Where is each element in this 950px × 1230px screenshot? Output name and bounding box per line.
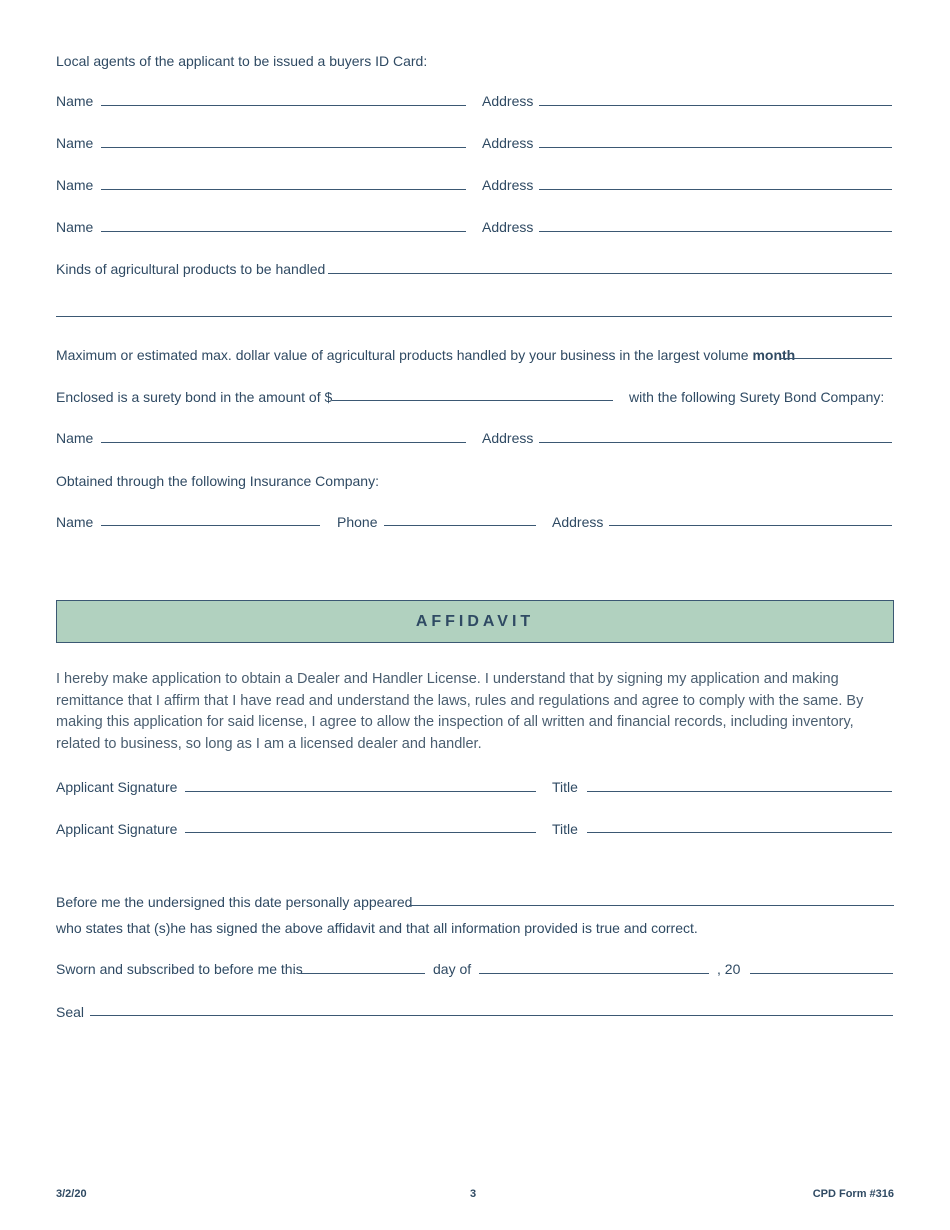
agent-name-label: Name bbox=[56, 219, 94, 235]
agents-heading: Local agents of the applicant to be issued a buyers ID Card: bbox=[56, 53, 428, 69]
agent-address-field-3[interactable] bbox=[539, 189, 892, 190]
surety-amount-label: Enclosed is a surety bond in the amount of $ bbox=[56, 389, 333, 405]
footer-form-number: CPD Form #316 bbox=[812, 1188, 894, 1200]
title-label: Title bbox=[552, 779, 578, 795]
agent-address-label: Address bbox=[482, 93, 534, 109]
surety-company-label: with the following Surety Bond Company: bbox=[629, 389, 885, 405]
appeared-field[interactable] bbox=[409, 905, 894, 906]
footer-date: 3/2/20 bbox=[56, 1188, 87, 1200]
affidavit-banner bbox=[56, 600, 894, 643]
footer-page-number: 3 bbox=[470, 1188, 477, 1200]
title-label: Title bbox=[552, 821, 578, 837]
title-field-1[interactable] bbox=[587, 791, 892, 792]
insurance-name-field[interactable] bbox=[101, 525, 320, 526]
agent-name-field-1[interactable] bbox=[101, 105, 466, 106]
max-value-month: month bbox=[752, 347, 796, 363]
seal-field[interactable] bbox=[90, 1015, 893, 1016]
agent-name-field-4[interactable] bbox=[101, 231, 466, 232]
sworn-day-field[interactable] bbox=[301, 973, 425, 974]
insurance-name-label: Name bbox=[56, 514, 94, 530]
seal-label: Seal bbox=[56, 1004, 85, 1020]
agent-address-field-1[interactable] bbox=[539, 105, 892, 106]
products-label: Kinds of agricultural products to be handled bbox=[56, 261, 326, 277]
insurance-phone-field[interactable] bbox=[384, 525, 536, 526]
day-of-label: day of bbox=[433, 961, 472, 977]
signature-label: Applicant Signature bbox=[56, 779, 178, 795]
agent-name-label: Name bbox=[56, 93, 94, 109]
agent-address-label: Address bbox=[482, 219, 534, 235]
insurance-heading: Obtained through the following Insurance Company: bbox=[56, 473, 379, 489]
affidavit-text: I hereby make application to obtain a Dealer and Handler License. I understand that by signing my application and making remittance that I affirm that I have read and understand the laws, rules and regulations and agree to comply with the same. By making this application for said license, I agree to allow the inspection of all written and financial records, including inventory, related to business, so long as I am a licensed dealer and handler. bbox=[56, 671, 864, 752]
max-value-text: Maximum or estimated max. dollar value of agricultural products handled by your business in the largest volume bbox=[56, 347, 749, 363]
sworn-label: Sworn and subscribed to before me this bbox=[56, 961, 303, 977]
max-value-field[interactable] bbox=[781, 358, 892, 359]
insurance-phone-label: Phone bbox=[337, 514, 378, 530]
products-field[interactable] bbox=[328, 273, 892, 274]
insurance-address-label: Address bbox=[552, 514, 604, 530]
title-field-2[interactable] bbox=[587, 832, 892, 833]
appeared-label: Before me the undersigned this date personally appeared bbox=[56, 894, 413, 910]
signature-label: Applicant Signature bbox=[56, 821, 178, 837]
surety-name-label: Name bbox=[56, 430, 94, 446]
surety-amount-field[interactable] bbox=[332, 400, 613, 401]
agent-name-label: Name bbox=[56, 135, 94, 151]
affidavit-statement: who states that (s)he has signed the above affidavit and that all information provided is true and correct. bbox=[56, 920, 698, 936]
agent-name-field-3[interactable] bbox=[101, 189, 466, 190]
signature-field-2[interactable] bbox=[185, 832, 536, 833]
surety-name-field[interactable] bbox=[101, 442, 466, 443]
max-value-label bbox=[56, 347, 795, 363]
products-field-continued[interactable] bbox=[56, 316, 892, 317]
sworn-month-field[interactable] bbox=[479, 973, 709, 974]
agent-name-label: Name bbox=[56, 177, 94, 193]
affidavit-title: AFFIDAVIT bbox=[415, 612, 535, 630]
surety-address-field[interactable] bbox=[539, 442, 892, 443]
year-label: , 20 bbox=[717, 961, 741, 977]
insurance-address-field[interactable] bbox=[609, 525, 892, 526]
agent-address-field-2[interactable] bbox=[539, 147, 892, 148]
agent-address-label: Address bbox=[482, 177, 534, 193]
agent-address-label: Address bbox=[482, 135, 534, 151]
signature-field-1[interactable] bbox=[185, 791, 536, 792]
agent-name-field-2[interactable] bbox=[101, 147, 466, 148]
agent-address-field-4[interactable] bbox=[539, 231, 892, 232]
surety-address-label: Address bbox=[482, 430, 534, 446]
sworn-year-field[interactable] bbox=[750, 973, 893, 974]
